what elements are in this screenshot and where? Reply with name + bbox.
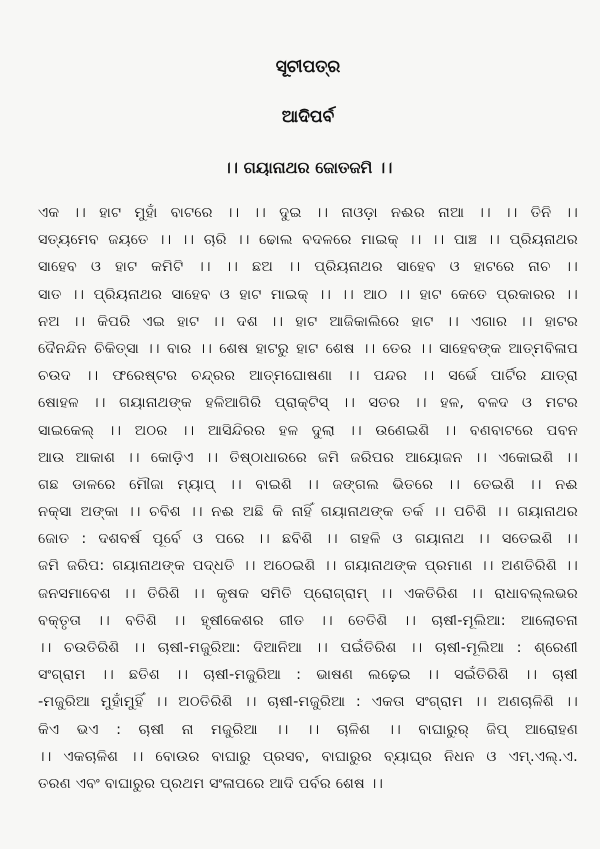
contents-line: ଏକ ।। ହାଟ ମୁହାଁ ବାଟରେ ।। ।। ଦୁଇ ।। ନାଓଡ଼ା ନଈର ନାଆ ।। ।। ତିନି ।।	[38, 205, 578, 221]
contents-line: ସଂଗ୍ରାମ ।। ଛତିଶ ।। ଚାଷୀ-ମଜୁରିଆ : ଭାଷଣ ଲଢ଼େଇ ।। ସଇଁତିରିଶି ।। ଚାଷୀ	[38, 667, 578, 684]
contents-line: ନକ୍ସା ଅଙ୍କା ।। ଚବିଶ ।। ନଈ ଅଛି କି ନାହିଁ ଗୟାନାଥଙ୍କ ତର୍କ ।। ପଚିଶି ।। ଗୟାନାଥର	[38, 504, 578, 521]
contents-line: ।। ଏକଚାଳିଶ ।। ବୋଉର ବାଘାରୁ ପ୍ରସବ, ବାଘାରୁର ବ୍ୟାଘ୍ର ନିଧନ ଓ ଏମ୍.ଏଲ୍.ଏ.	[38, 748, 578, 765]
contents-line: ଜନସମାବେଶ ।। ତିରିଶି ।। କୃଷକ ସମିତି ପ୍ରୋଗ୍ରାମ୍ ।। ଏକତିରିଶ ।। ରାଧାବଲ୍ଲଭର	[38, 585, 578, 602]
section-title: ଆଦିପର୍ବ	[281, 107, 335, 127]
contents-line: ।। ଚଉତିରିଶି ।। ଚାଷୀ-ମଜୁରିଆ: ଦିଆନିଆ ।। ପଇଁତିରିଶ ।। ଚାଷୀ-ମୂଲିଆ : ଶ୍ରେଣୀ	[38, 640, 578, 656]
contents-line: ସାହେବ ଓ ହାଟ କମିଟି ।। ।। ଛଅ ।। ପ୍ରିୟନାଥର ସାହେବ ଓ ହାଟରେ ନାଚ ।।	[38, 259, 578, 276]
contents-line: ଦୈନନ୍ଦିନ ଚିକିତ୍ସା ।। ବାର ।। ଶେଷ ହାଟରୁ ହାଟ ଶେଷ ।। ତେର ।। ସାହେବଙ୍କ ଆତ୍ମବିଳାପ	[38, 340, 578, 357]
contents-body	[38, 200, 578, 798]
contents-line: ସତ୍ୟମେବ ଜୟତେ ।। ।। ଚାରି ।। ଢୋଲ ବଦଳରେ ମାଇକ୍ ।। ।। ପାଞ୍ଚ ।। ପ୍ରିୟନାଥର	[38, 232, 578, 249]
contents-line: ଷୋହଳ ।। ଗୟାନାଥଙ୍କ ହଳିଆଗିରି ପ୍ରାକ୍ଟିସ୍ ।। ସତର ।। ହଳ, ବଳଦ ଓ ମଟର	[38, 395, 578, 412]
contents-line: ସାଇକେଲ୍ ।। ଅଠର ।। ଆସିନ୍ଦିରର ହଳ ଦୁଲା ।। ଉଣେଇଶି ।। ବଣବାଟରେ ପବନ	[38, 422, 578, 439]
contents-line: ବକ୍ତୃତା ।। ବତିଶି ।। ହୃଷୀକେଶର ଗୀତ ।। ତେତିଶି ।। ଚାଷୀ-ମୂଲିଆ: ଆଲୋଚନା	[38, 612, 578, 629]
contents-line: ନଅ ।। କିପରି ଏଇ ହାଟ ।। ଦଶ ।। ହାଟ ଆଜିକାଲିରେ ହାଟ ।। ଏଗାର ।। ହାଟର	[38, 313, 578, 330]
contents-line: ତରଣ ଏବଂ ବାଘାରୁର ପ୍ରଥମ ସଂଳାପରେ ଆଦି ପର୍ବର ଶେଷ ।।	[38, 775, 384, 792]
contents-line: ଚଉଦ ।। ଫରେଷ୍ଟର ଚନ୍ଦ୍ରର ଆତ୍ମଘୋଷଣା ।। ପନ୍ଦର ।। ସର୍ଭେ ପାର୍ଟିର ଯାତ୍ରା	[38, 368, 578, 385]
contents-line: ଆଉ ଆକାଶ ।। କୋଡ଼ିଏ ।। ତିଷ୍ଠାଧାରରେ ଜମି ଜରିପର ଆୟୋଜନ ।। ଏକୋଇଶି ।।	[38, 449, 578, 466]
contents-line: କିଏ ଭଏ : ଚାଷୀ ନା ମଜୁରିଆ ।। ।। ଚାଳିଶ ।। ବାଘାରୁର୍ ଜିପ୍ ଆରୋହଣ	[38, 721, 578, 738]
chapter-title: ।। ଗୟାନାଥର ଜୋତଜମି ।।	[223, 158, 393, 177]
contents-line: ଗଛ ଡାଳରେ ମୌଜା ମ୍ୟାପ୍ ।। ବାଇଶି ।। ଜଙ୍ଗଲ ଭିତରେ ।। ତେଇଶି ।। ନଈ	[38, 476, 578, 493]
contents-line: ଜୋତ : ଦଶବର୍ଷ ପୂର୍ବେ ଓ ପରେ ।। ଛବିଶି ।। ଗହଳି ଓ ଗୟାନାଥ ।। ସତେଇଶି ।।	[38, 531, 578, 548]
contents-title: ସୂଚୀପତ୍ର	[275, 57, 341, 77]
contents-line: -ମଜୁରିଆ ମୁହାଁମୁହିଁ ।। ଅଠତିରିଶି ।। ଚାଷୀ-ମଜୁରିଆ : ଏକତା ସଂଗ୍ରାମ ।। ଅଣଚାଳିଶି ।।	[38, 694, 578, 711]
contents-line: ସାତ ।। ପ୍ରିୟନାଥର ସାହେବ ଓ ହାଟ ମାଇକ୍ ।। ।। ଆଠ ।। ହାଟ କେତେ ପ୍ରକାରର ।।	[38, 286, 578, 303]
contents-line: ଜମି ଜରିପ: ଗୟାନାଥଙ୍କ ପଦ୍ଧତି ।। ଅଠେଇଶି ।। ଗୟାନାଥଙ୍କ ପ୍ରମାଣ ।। ଅଣତିରିଶି ।।	[38, 558, 578, 575]
